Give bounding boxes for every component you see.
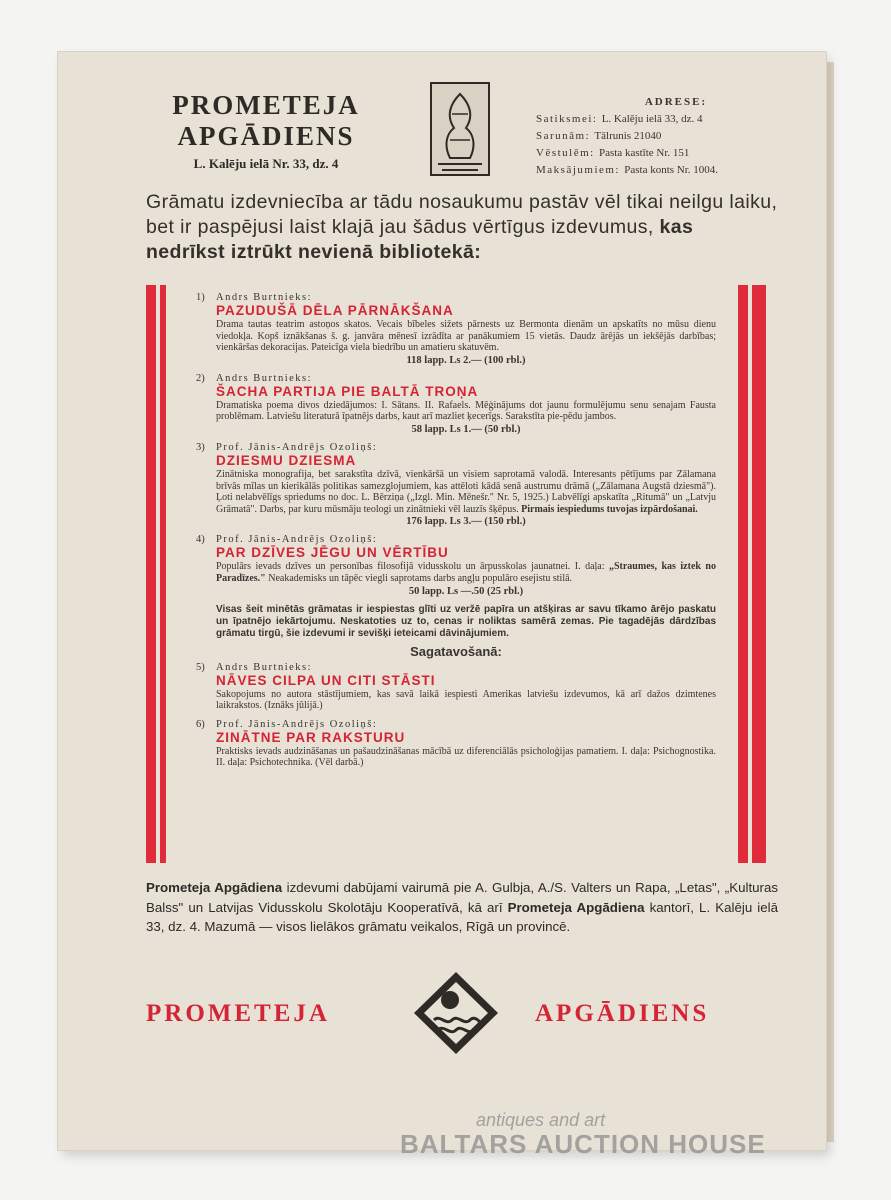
book-number: 5): [196, 661, 205, 673]
book-description: Drama tautas teatrim astoņos skatos. Vecais bībeles sižets pārnests uz Bermonta dienām un apskatīts no mūsu dienu viedokļa. Kopš iznākšanas š. g. janvāra mēnesī izrādīta ar panākumiem 15 vietās. Daudz ārējās un iekšējās darbības; vienkāršas dekoracijas. Pateicīga viela biedrību un amatieru skatuvēm.: [216, 319, 716, 354]
address-value: Pasta kastīte Nr. 151: [598, 147, 690, 159]
book-description: Populārs ievads dzīves un personības filosofijā vidusskolu un ārpusskolas jaunatnei. I. daļa: „Straumes, kas iztek no Paradīzes." Neakademisks un tāpēc viegli saprotams darbs angļu populāro esejistu stilā.: [216, 561, 716, 584]
address-row: [536, 128, 816, 145]
book-author: Prof. Jānis-Andrējs Ozoliņš:: [216, 718, 378, 730]
book-description: Sakopojums no autora stāstījumiem, kas savā laikā iespiesti Amerikas latviešu izdevumos, kā arī dažos dzimtenes laikrakstos. (Iznāks jūlijā.): [216, 688, 716, 712]
book-description: Zinātniska monografija, bet sarakstīta dzīvā, vienkāršā un visiem saprotamā valodā. Interesants pētījums par Zālamana brīvās mīlas un kierikālās politikas samezglojumiem, kas attēloti kādā senā austrumu drāmā („Zālamana Augstā dziesmā"). Ļoti nelabvēlīgs spriedums no doc. L. Bērziņa („Izgl. Min. Mēnešr." Nr. 5, 1925.) Labvēlīgi apskatīta „Ritumā" un „Latvju Grāmatā". Darbs, par kuru mūsmāju teologi un zinātnieki vēl lauzīs šķēpus. Pirmais iespiedums tuvojas izpārdošanai.: [216, 468, 716, 515]
book-price: 50 lapp. Ls —.50 (25 rbl.): [408, 585, 524, 597]
book-item: [196, 373, 716, 435]
preparing-heading: Sagatavošanā:: [410, 643, 502, 659]
book-item: [196, 719, 716, 769]
publisher-header: [146, 90, 386, 172]
book-item: [196, 534, 716, 596]
distribution-paragraph: [146, 878, 778, 937]
footer-prometeja: PROMETEJA: [146, 1000, 330, 1027]
book-author: Andrs Burtnieks:: [216, 292, 313, 303]
address-value: Pasta konts Nr. 1004.: [624, 164, 719, 176]
auction-watermark: [400, 1110, 820, 1160]
book-author: Andrs Burtnieks:: [216, 372, 313, 384]
book-title: PAZUDUŠĀ DĒLA PĀRNĀKŠANA: [216, 303, 454, 318]
address-value: L. Kalēju ielā 33, dz. 4: [601, 113, 703, 125]
publisher-logo-icon: [410, 970, 502, 1056]
book-title: ŠACHA PARTIJA PIE BALTĀ TROŅA: [216, 383, 479, 399]
book-title: DZIESMU DZIESMA: [216, 452, 357, 468]
book-price: 58 lapp. Ls 1.— (50 rbl.): [411, 423, 521, 435]
address-key: Sarunām:: [536, 130, 595, 142]
book-price: 176 lapp. Ls 3.— (150 rbl.): [406, 516, 526, 528]
dist-bold-1: Prometeja Apgādiena: [146, 880, 283, 895]
right-red-stripe: [738, 285, 748, 863]
watermark-line1: antiques and art: [476, 1110, 606, 1130]
address-value: Tālrunis 21040: [594, 130, 662, 142]
quality-note: Visas šeit minētās grāmatas ir iespiestas glīti uz veržē papīra un atšķiras ar savu tīkamo ārējo paskatu un īpatnējo iekārtojumu. Neskatoties uz to, cenas ir noliktas samērā zemas. Pie tagadējās dārdzības grāmatu tirgū, šie izdevumi ir sevišķi ieteicami dāvinājumiem.: [216, 603, 716, 639]
book-title: PAR DZĪVES JĒGU UN VĒRTĪBU: [216, 545, 449, 561]
left-red-stripe-inner: [160, 285, 166, 863]
book-title: NĀVES CILPA UN CITI STĀSTI: [216, 672, 436, 688]
dist-text-2: kantorī, L. Kalēju ielā 33, dz. 4. Mazumā — visos lielākos grāmatu veikalos, Rīgā un provincē.: [146, 899, 779, 934]
intro-paragraph: [146, 190, 778, 265]
book-author: Prof. Jānis-Andrējs Ozoliņš:: [216, 441, 378, 453]
dist-text-1: izdevumi dabūjami vairumā pie A. Gulbja, A./S. Valters un Rapa, „Letas", „Kulturas Balss" un Latvijas Vidusskolu Skolotāju Kooperatīvā, kā arī: [146, 880, 779, 915]
book-description: Dramatiska poema divos dziedājumos: I. Sātans. II. Rafaels. Mēģinājums dot jaunu formulējumu senu senajam Fausta problēmam. Latviešu literaturā īpatnējs darbs, kaut arī mazliet ķecerīgs. Sarakstīta pie-pēdu jambos.: [216, 399, 716, 423]
book-author: Prof. Jānis-Andrējs Ozoliņš:: [216, 534, 378, 546]
book-list: [196, 292, 716, 776]
book-number: 1): [196, 292, 205, 303]
right-red-stripe-inner: [752, 285, 766, 863]
address-row: [536, 111, 816, 128]
book-item: [196, 662, 716, 712]
book-number: 6): [196, 718, 205, 730]
book-price: 118 lapp. Ls 2.— (100 rbl.): [406, 354, 526, 366]
prometheus-emblem-icon: [430, 82, 490, 176]
book-title: ZINĀTNE PAR RAKSTURU: [216, 729, 406, 745]
book-description: Praktisks ievads audzināšanas un pašaudzināšanas mācībā uz diferenciālās psicholoģijas pamatiem. I. daļa: Psichognostika. II. daļa: Psichotechnika. (Vēl darbā.): [216, 745, 716, 769]
book-number: 2): [196, 372, 205, 384]
publisher-name: PROMETEJA APGĀDIENS: [172, 90, 360, 151]
dist-bold-2: Prometeja Apgādiena: [507, 899, 645, 915]
book-description-bold: „Straumes, kas iztek no Paradīzes.": [216, 561, 716, 584]
book-item: [196, 442, 716, 527]
book-author: Andrs Burtnieks:: [216, 661, 313, 673]
address-block: [536, 94, 816, 179]
footer-apgadiens: APGĀDIENS: [535, 1000, 710, 1027]
document-page: [58, 52, 826, 1150]
book-description-bold: Pirmais iespiedums tuvojas izpārdošanai.: [521, 503, 698, 515]
address-key: Vēstulēm:: [536, 147, 599, 159]
watermark-line2: BALTARS AUCTION HOUSE: [400, 1129, 766, 1159]
book-number: 4): [196, 534, 205, 546]
intro-text: Grāmatu izdevniecība ar tādu nosaukumu pastāv vēl tikai neilgu laiku, bet ir paspējusi laist klajā jau šādus vērtīgus izdevumus,: [146, 191, 778, 238]
address-key: Maksājumiem:: [536, 164, 625, 176]
book-number: 3): [196, 441, 205, 453]
intro-bold: kas nedrīkst iztrūkt nevienā bibliotekā:: [146, 216, 694, 263]
address-row: [536, 145, 816, 162]
address-title: ADRESE:: [644, 96, 708, 108]
address-key: Satiksmei:: [536, 113, 602, 125]
address-row: [536, 162, 816, 179]
book-item: [196, 292, 716, 366]
publisher-address: L. Kalēju ielā Nr. 33, dz. 4: [193, 156, 339, 171]
left-red-stripe: [146, 285, 156, 863]
